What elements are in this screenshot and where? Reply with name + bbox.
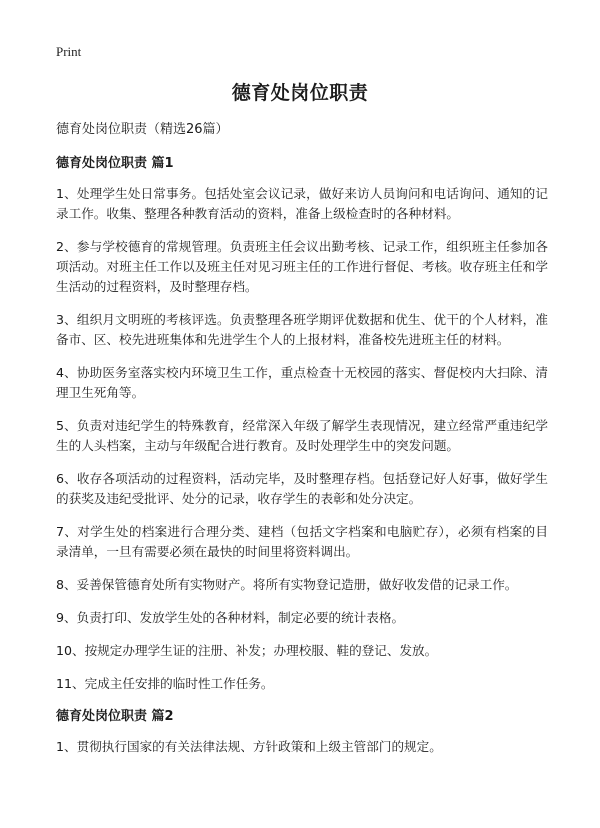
paragraph: 8、妥善保管德育处所有实物财产。将所有实物登记造册，做好收发借的记录工作。 <box>56 577 518 592</box>
paragraph: 7、对学生处的档案进行合理分类、建档（包括文字档案和电脑贮存），必须有档案的目录清单，一旦有需要必须在最快的时间里将资料调出。 <box>56 524 548 559</box>
paragraph: 11、完成主任安排的临时性工作任务。 <box>56 676 274 691</box>
paragraph: 1、处理学生处日常事务。包括处室会议记录，做好来访人员询问和电话询问、通知的记录工作。收集、整理各种教育活动的资料，准备上级检查时的各种材料。 <box>56 186 548 221</box>
paragraph: 1、贯彻执行国家的有关法律法规、方针政策和上级主管部门的规定。 <box>56 739 442 754</box>
page-title: 德育处岗位职责 <box>231 82 369 104</box>
paragraph: 6、收存各项活动的过程资料，活动完毕，及时整理存档。包括登记好人好事，做好学生的获奖及违纪受批评、处分的记录，收存学生的表彰和处分决定。 <box>56 471 548 506</box>
paragraph: 5、负责对违纪学生的特殊教育，经常深入年级了解学生表现情况，建立经常严重违纪学生的人头档案，主动与年级配合进行教育。及时处理学生中的突发问题。 <box>56 418 548 453</box>
paragraph: 4、协助医务室落实校内环境卫生工作，重点检查十无校园的落实、督促校内大扫除、清理卫生死角等。 <box>56 365 548 400</box>
document-subtitle: 德育处岗位职责（精选26篇） <box>56 122 229 137</box>
paragraph: 2、参与学校德育的常规管理。负责班主任会议出勤考核、记录工作，组织班主任参加各项活动。对班主任工作以及班主任对见习班主任的工作进行督促、考核。收存班主任和学生活动的过程资料，及时整理存档。 <box>56 239 548 294</box>
section-heading: 德育处岗位职责 篇1 <box>56 156 174 171</box>
paragraph: 3、组织月文明班的考核评选。负责整理各班学期评优数据和优生、优干的个人材料，准备市、区、校先进班集体和先进学生个人的上报材料，准备校先进班主任的材料。 <box>56 312 548 347</box>
paragraph: 10、按规定办理学生证的注册、补发；办理校服、鞋的登记、发放。 <box>56 643 438 658</box>
print-link[interactable]: Print <box>56 44 82 59</box>
section-heading: 德育处岗位职责 篇2 <box>56 709 174 724</box>
document-body <box>56 120 548 770</box>
paragraph: 9、负责打印、发放学生处的各种材料，制定必要的统计表格。 <box>56 610 405 625</box>
